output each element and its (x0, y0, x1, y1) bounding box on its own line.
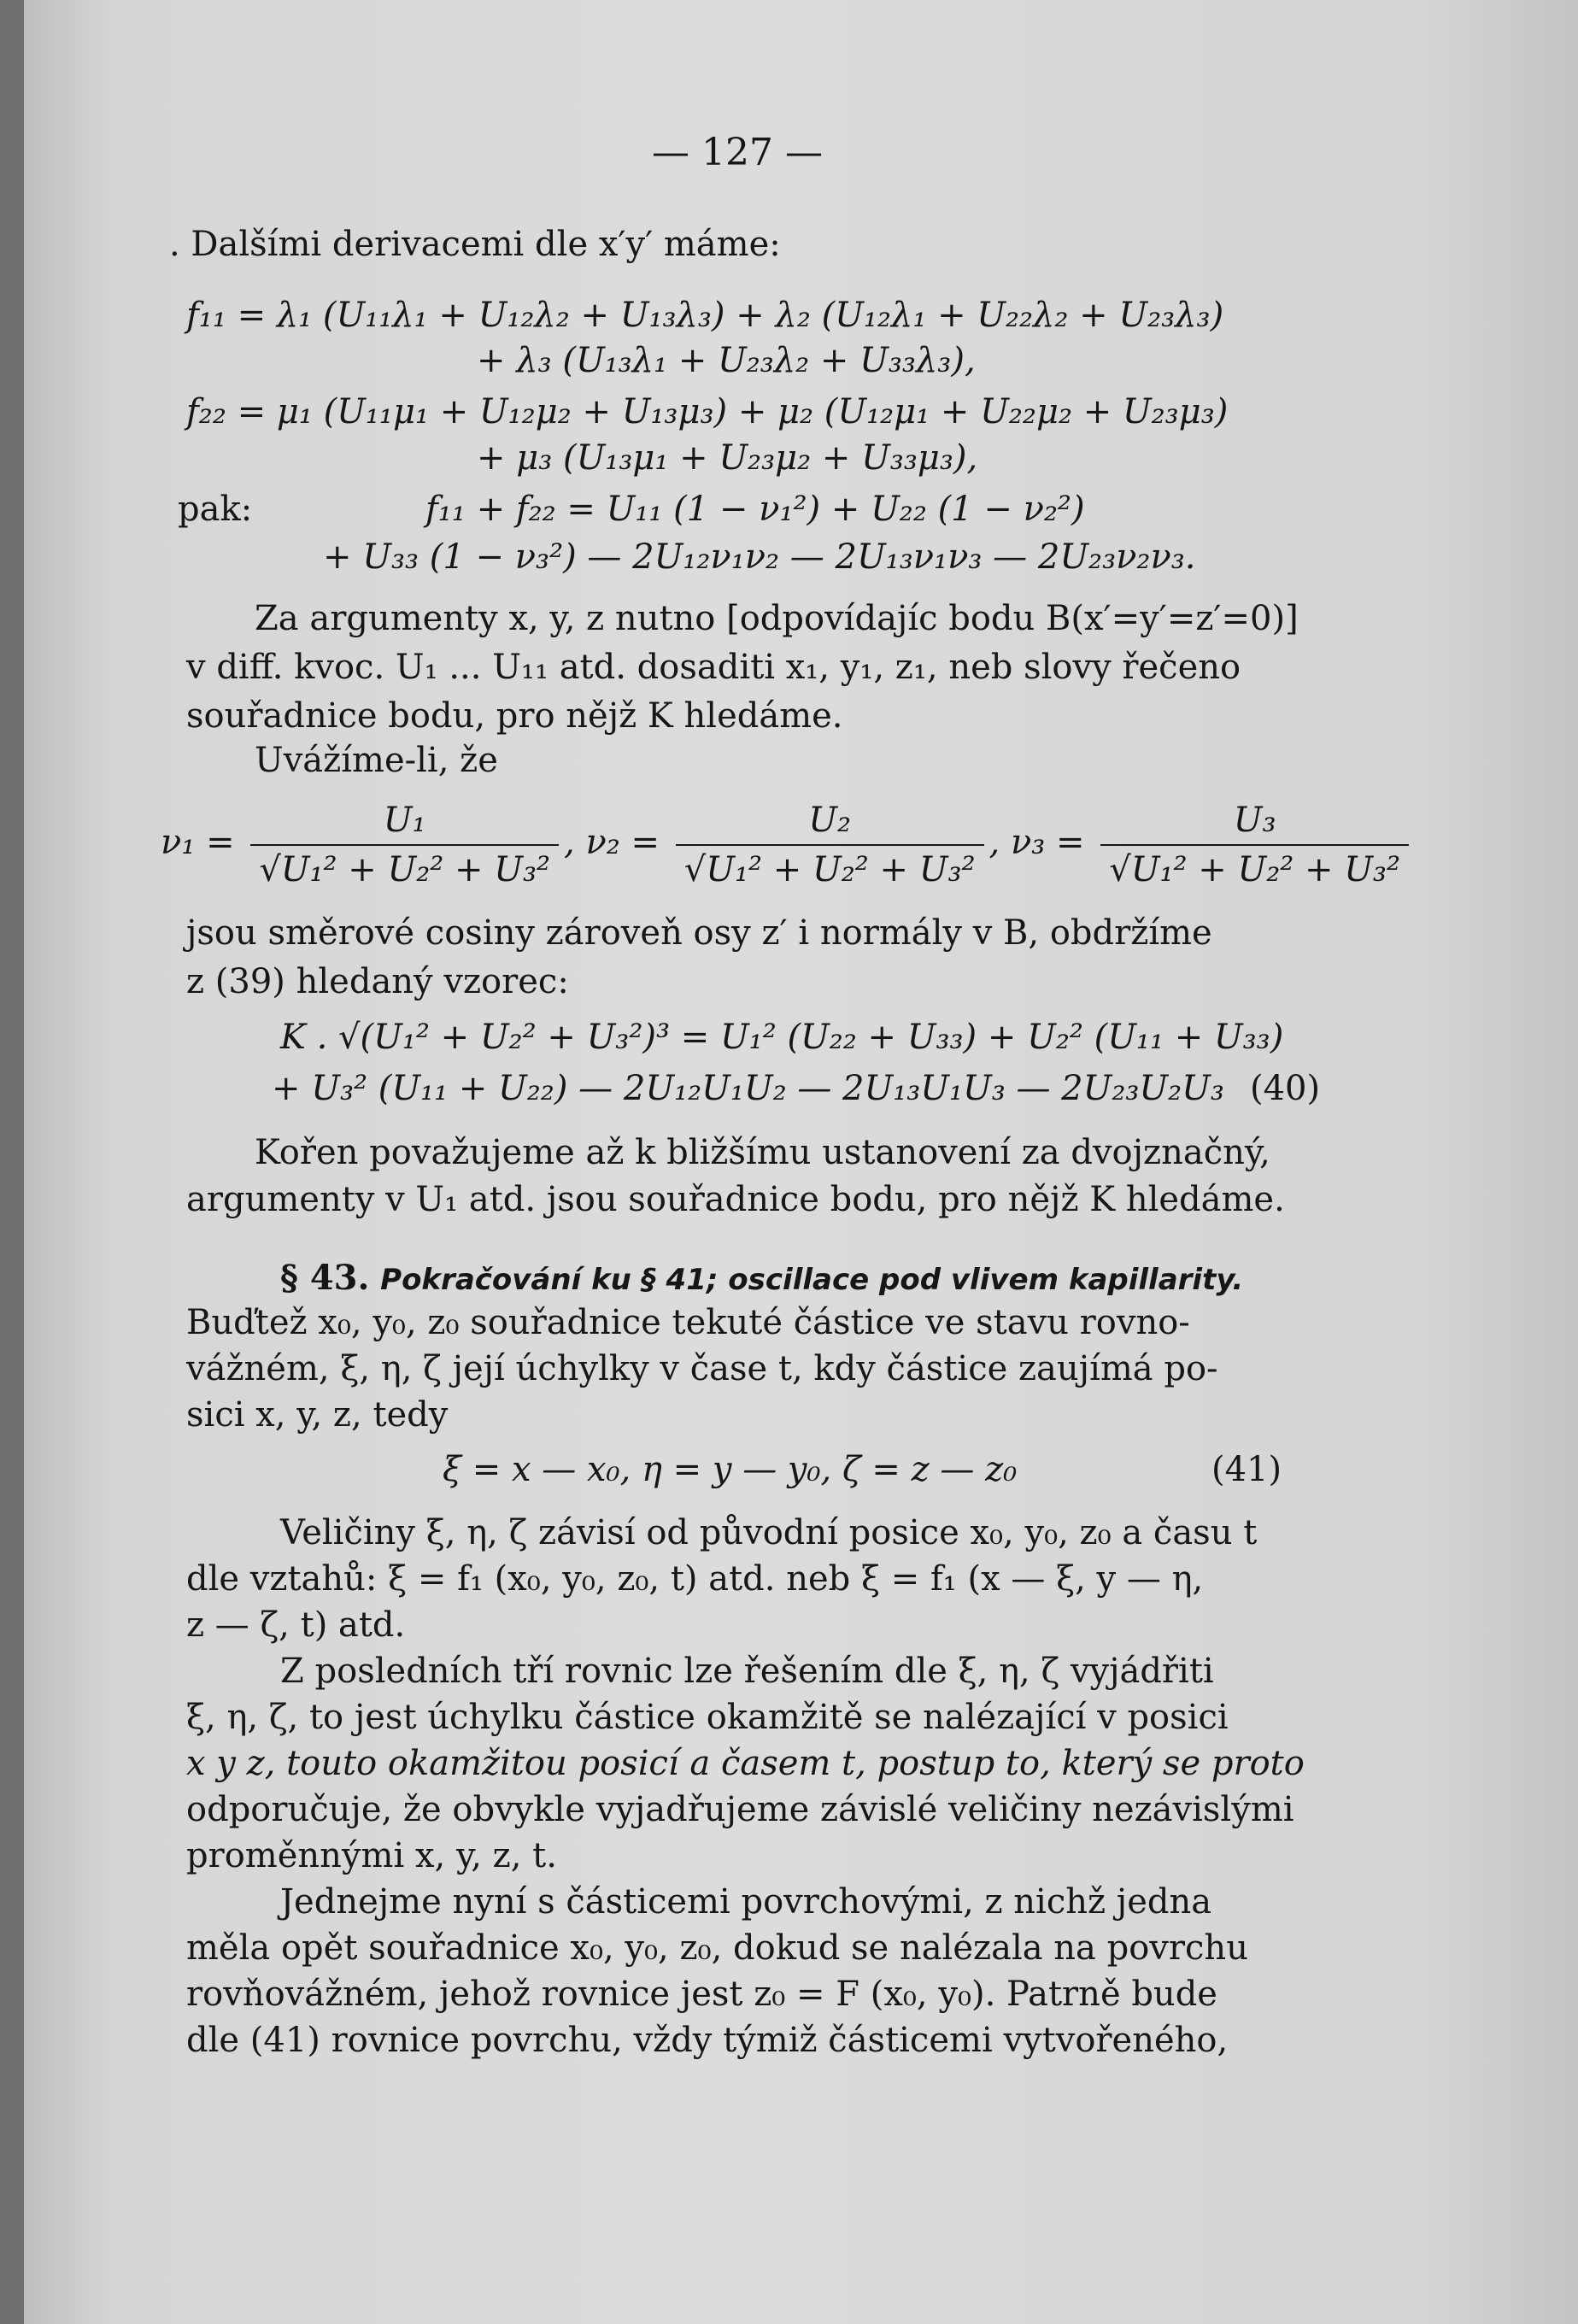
equation-sum-line-1: f₁₁ + f₂₂ = U₁₁ (1 − ν₁²) + U₂₂ (1 − ν₂²) (425, 490, 1085, 529)
paragraph-6-line-3: z — ζ, t) atd. (186, 1605, 406, 1645)
paragraph-1-line-2: v diff. kvoc. U₁ ... U₁₁ atd. dosaditi x₁, y₁, z₁, neb slovy řečeno (186, 648, 1241, 687)
paragraph-6-line-1: Veličiny ξ, η, ζ závisí od původní posice x₀, y₀, z₀ a času t (280, 1513, 1258, 1552)
paragraph-5-line-2: vážném, ξ, η, ζ její úchylky v čase t, kdy částice zaujímá po- (186, 1349, 1218, 1388)
paragraph-5-line-3: sici x, y, z, tedy (186, 1395, 449, 1435)
nu1-numerator: U₁ (250, 796, 559, 846)
paragraph-8-line-3: rovňovážném, jehož rovnice jest z₀ = F (x₀, y₀). Patrně bude (186, 1975, 1217, 2014)
nu2-separator: , (988, 823, 1000, 862)
book-page (24, 0, 1578, 2324)
equation-f11-line-1: f₁₁ = λ₁ (U₁₁λ₁ + U₁₂λ₂ + U₁₃λ₃) + λ₂ (U₁₂λ₁ + U₂₂λ₂ + U₂₃λ₃) (186, 296, 1224, 335)
paragraph-1-line-3: souřadnice bodu, pro nějž K hledáme. (186, 696, 843, 736)
page-number: — 127 — (652, 131, 823, 174)
paragraph-6-line-2: dle vztahů: ξ = f₁ (x₀, y₀, z₀, t) atd. neb ξ = f₁ (x — ξ, y — η, (186, 1559, 1204, 1599)
nu1-separator: , (564, 823, 575, 862)
paragraph-7-line-4: odporučuje, že obvykle vyjadřujeme závislé veličiny nezávislými (186, 1790, 1294, 1829)
equation-sum-line-2: + U₃₃ (1 − ν₃²) — 2U₁₂ν₁ν₂ — 2U₁₃ν₁ν₃ — 2U₂₃ν₂ν₃. (323, 537, 1196, 577)
nu3-numerator: U₃ (1100, 796, 1409, 846)
equation-40-line-2: + U₃² (U₁₁ + U₂₂) — 2U₁₂U₁U₂ — 2U₁₃U₁U₃ — 2U₂₃U₂U₃ (272, 1069, 1224, 1108)
nu2-numerator: U₂ (676, 796, 984, 846)
equation-f22-line-2: + μ₃ (U₁₃μ₁ + U₂₃μ₂ + U₃₃μ₃), (477, 438, 978, 478)
paragraph-3-line-2: z (39) hledaný vzorec: (186, 962, 569, 1001)
paragraph-5-line-1: Buďtež x₀, y₀, z₀ souřadnice tekuté částice ve stavu rovno- (186, 1303, 1190, 1342)
paragraph-1-line-1: Za argumenty x, y, z nutno [odpovídajíc bodu B(x′=y′=z′=0)] (255, 599, 1299, 638)
paragraph-8-line-2: měla opět souřadnice x₀, y₀, z₀, dokud se nalézala na povrchu (186, 1928, 1248, 1968)
equation-41-number: (41) (1211, 1450, 1282, 1489)
nu1-label: ν₁ = (161, 823, 235, 862)
paragraph-3-line-1: jsou směrové cosiny zároveň osy z′ i normály v B, obdržíme (186, 913, 1212, 953)
paragraph-7-line-3: x y z, touto okamžitou posicí a časem t, postup to, který se proto (186, 1744, 1305, 1783)
nu1-denominator: √U₁² + U₂² + U₃² (259, 850, 551, 889)
paragraph-4-line-2: argumenty v U₁ atd. jsou souřadnice bodu, pro nějž K hledáme. (186, 1180, 1285, 1219)
paragraph-4-line-1: Kořen považujeme až k bližšímu ustanovení za dvojznačný, (255, 1133, 1270, 1172)
nu2-fraction (676, 796, 984, 894)
paragraph-2-line-1: Uvážíme-li, že (255, 741, 498, 780)
nu2-denominator: √U₁² + U₂² + U₃² (683, 850, 976, 889)
nu3-fraction (1100, 796, 1409, 894)
equation-f22-line-1: f₂₂ = μ₁ (U₁₁μ₁ + U₁₂μ₂ + U₁₃μ₃) + μ₂ (U₁₂μ₁ + U₂₂μ₂ + U₂₃μ₃) (186, 392, 1229, 431)
nu3-label: ν₃ = (1010, 823, 1085, 862)
paragraph-7-line-1: Z posledních tří rovnic lze řešením dle ξ, η, ζ vyjádřiti (280, 1652, 1214, 1691)
direction-cosines-formula (161, 796, 1414, 894)
section-43-title: Pokračování ku § 41; oscillace pod vlivem kapillarity. (380, 1263, 1244, 1297)
nu3-denominator: √U₁² + U₂² + U₃² (1109, 850, 1401, 889)
equation-41: ξ = x — x₀, η = y — y₀, ζ = z — z₀ (443, 1450, 1018, 1489)
section-43-heading (280, 1258, 1243, 1300)
paragraph-7-line-5: proměnnými x, y, z, t. (186, 1836, 557, 1875)
nu2-label: ν₂ = (585, 823, 660, 862)
equation-40-line-1: K . √(U₁² + U₂² + U₃²)³ = U₁² (U₂₂ + U₃₃) + U₂² (U₁₁ + U₃₃) (280, 1018, 1284, 1057)
equation-40-number: (40) (1250, 1069, 1321, 1108)
section-43-number: § 43. (280, 1258, 370, 1298)
equation-f11-line-2: + λ₃ (U₁₃λ₁ + U₂₃λ₂ + U₃₃λ₃), (477, 341, 976, 380)
paragraph-8-line-1: Jednejme nyní s částicemi povrchovými, z nichž jedna (280, 1882, 1212, 1922)
pak-label: pak: (178, 490, 253, 529)
intro-line: . Dalšími derivacemi dle x′y′ máme: (169, 225, 781, 264)
paragraph-7-line-2: ξ, η, ζ, to jest úchylku částice okamžitě se nalézající v posici (186, 1698, 1229, 1737)
nu1-fraction (250, 796, 559, 894)
paragraph-8-line-4: dle (41) rovnice povrchu, vždy týmiž částicemi vytvořeného, (186, 2021, 1229, 2060)
